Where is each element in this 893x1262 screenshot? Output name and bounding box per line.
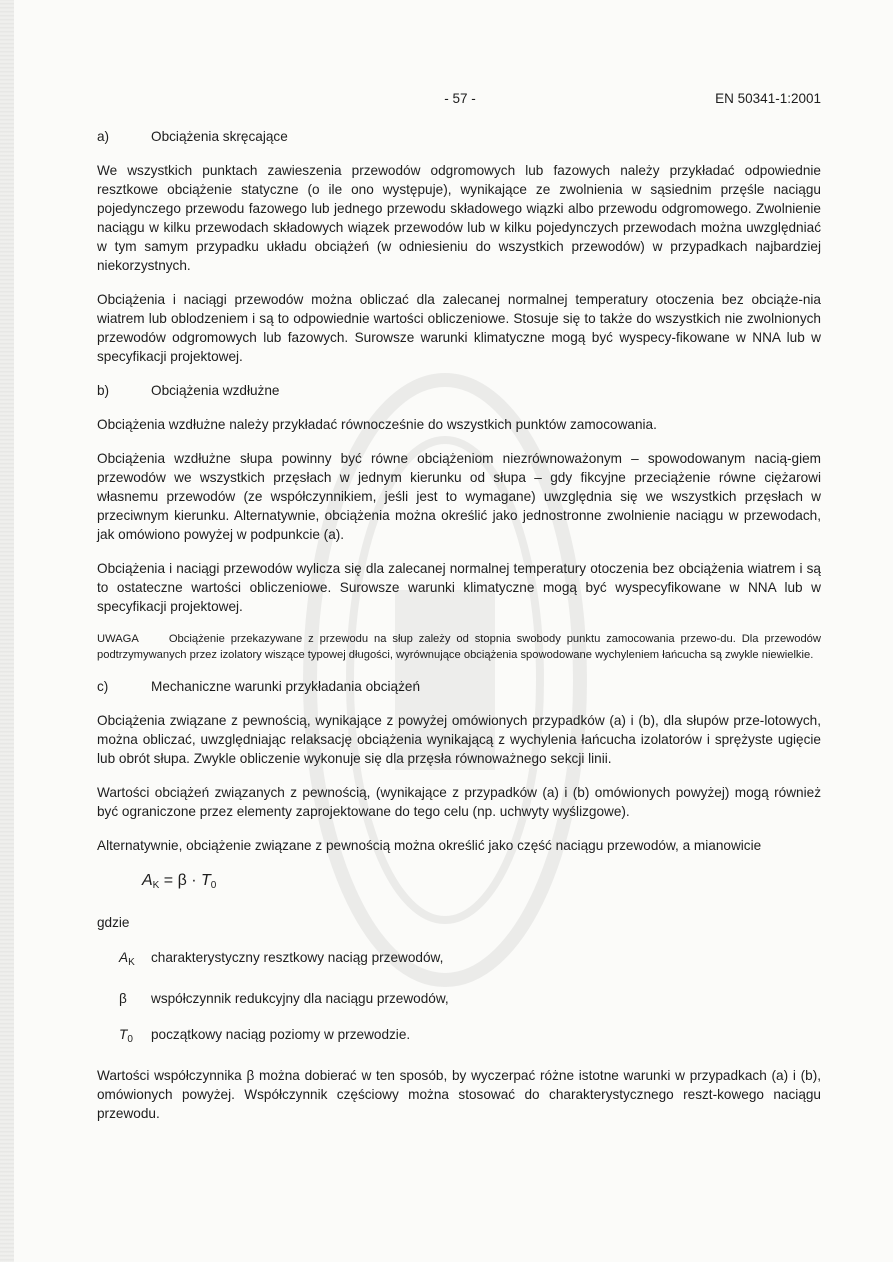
note-text: Obciążenie przekazywane z przewodu na słup zależy od stopnia swobody punktu zamocowania przewo-du. Dla przewodów podtrzymywanych przez izolatory wiszące typowej długości, wyrównujące obciążenia spowodowane wychyleniem łańcucha są zwykle niewielkie.: [97, 633, 821, 661]
note-label: UWAGA: [97, 633, 139, 645]
section-b-paragraph-2: Obciążenia wzdłużne słupa powinny być równe obciążeniom niezrównoważonym – spowodowanym nacią-giem przewodów we wszystkich przęsłach w jednym kierunku od słupa – gdy fikcyjne przeciążenie równe ciężarowi własnemu przewodów (ze współczynnikiem, jeśli jest to wymagane) uwzględnia się we wszystkich przęsłach w przeciwnym kierunku. Alternatywnie, obciążenia można określić jako jednostronne zwolnienie naciągu w przewodach, jak omówiono powyżej w podpunkcie (a).: [97, 451, 821, 542]
section-c-paragraph-3: Alternatywnie, obciążenie związane z pewnością można określić jako część naciągu przewodów, a mianowicie: [97, 838, 762, 853]
section-b-paragraph-3: Obciążenia i naciągi przewodów wylicza się dla zalecanej normalnej temperatury otoczenia bez obciążenia wiatrem i są to ostateczne wartości obliczeniowe. Surowsze warunki klimatyczne mogą być wyspecyfikowane w NNA lub w specyfikacji projektowej.: [97, 561, 821, 614]
section-b-paragraph-1: Obciążenia wzdłużne należy przykładać równocześnie do wszystkich punktów zamocowania.: [97, 417, 657, 432]
page-number: - 57 -: [444, 91, 476, 106]
section-c-label: c): [97, 679, 109, 694]
document-code: EN 50341-1:2001: [715, 91, 821, 106]
section-a-title: Obciążenia skręcające: [151, 129, 288, 144]
formula-lhs-sub: K: [152, 880, 160, 891]
note: [97, 631, 821, 663]
definition-item: [119, 1025, 821, 1049]
definition-symbol-sub: K: [128, 957, 135, 968]
section-b-title: Obciążenia wzdłużne: [151, 383, 280, 398]
definition-item: [119, 989, 821, 1008]
definition-item: [119, 948, 821, 972]
section-c-paragraph-1: Obciążenia związane z pewnością, wynikające z powyżej omówionych przypadków (a) i (b), dla słupów prze-lotowych, można obliczać, uwzględniając relaksację obciążenia wynikającą z wychylenia łańcucha izolatorów i sprężyste ugięcie lub obrót słupa. Zwykle obliczenie wykonuje się dla przęsła równoważnego sekcji linii.: [97, 713, 821, 766]
formula-rhs: T: [201, 872, 211, 889]
section-c-paragraph-4: Wartości współczynnika β można dobierać w ten sposób, by wyczerpać różne istotne warunki w przypadkach (a) i (b), omówionych powyżej. Współczynnik częściowy można stosować do charakterystycznego reszt-kowego naciągu przewodu.: [97, 1068, 821, 1121]
definition-symbol: β: [119, 991, 127, 1006]
definition-text: początkowy naciąg poziomy w przewodzie.: [151, 1027, 411, 1042]
where-label: gdzie: [97, 915, 130, 930]
definition-symbol-sub: 0: [127, 1034, 133, 1045]
page-content: [97, 127, 821, 1138]
section-c-title: Mechaniczne warunki przykładania obciążeń: [151, 679, 421, 694]
section-b-heading: [97, 381, 821, 400]
section-a-paragraph-1: We wszystkich punktach zawieszenia przewodów odgromowych lub fazowych należy przykładać odpowiednie resztkowe obciążenie statyczne (o ile ono występuje), wynikające ze zwolnienia w sąsiednim przęśle naciągu pojedynczego przewodu fazowego lub jednego przewodu składowego wiązki albo przewodu odgromowego. Zwolnienie naciągu w kilku przewodach składowych wiązek przewodów lub w kilku pojedynczych przewodach można uwzględniać w tym samym przypadku układu obciążeń (w odniesieniu do wszystkich przewodów) w przypadkach najbardziej niekorzystnych.: [97, 163, 821, 273]
section-b-label: b): [97, 383, 110, 398]
definition-text: charakterystyczny resztkowy naciąg przewodów,: [151, 950, 444, 965]
section-a-paragraph-2: Obciążenia i naciągi przewodów można obliczać dla zalecanej normalnej temperatury otoczenia bez obciąże-nia wiatrem lub oblodzeniem i są to odpowiednie wartości obliczeniowe. Stosuje się to także do wszystkich nie zwolnionych przewodów odgromowych lub fazowych. Surowsze warunki klimatyczne mogą być wyspecy-fikowane w NNA lub w specyfikacji projektowej.: [97, 292, 821, 364]
formula: [142, 870, 821, 897]
definition-symbol: T: [119, 1027, 128, 1042]
section-c-heading: [97, 677, 821, 696]
definition-text: współczynnik redukcyjny dla naciągu przewodów,: [151, 991, 449, 1006]
section-a-label: a): [97, 129, 110, 144]
section-c-paragraph-2: Wartości obciążeń związanych z pewnością, (wynikające z przypadków (a) i (b) omówionych powyżej) mogą również być ograniczone przez elementy zaprojektowane do tego celu (np. uchwyty wyślizgowe).: [97, 785, 821, 819]
formula-lhs: A: [142, 872, 153, 889]
section-a-heading: [97, 127, 821, 146]
formula-rhs-sub: 0: [210, 880, 217, 891]
definition-symbol: A: [119, 950, 129, 965]
scan-edge: [0, 0, 14, 1262]
formula-operator: = β ·: [159, 872, 201, 889]
